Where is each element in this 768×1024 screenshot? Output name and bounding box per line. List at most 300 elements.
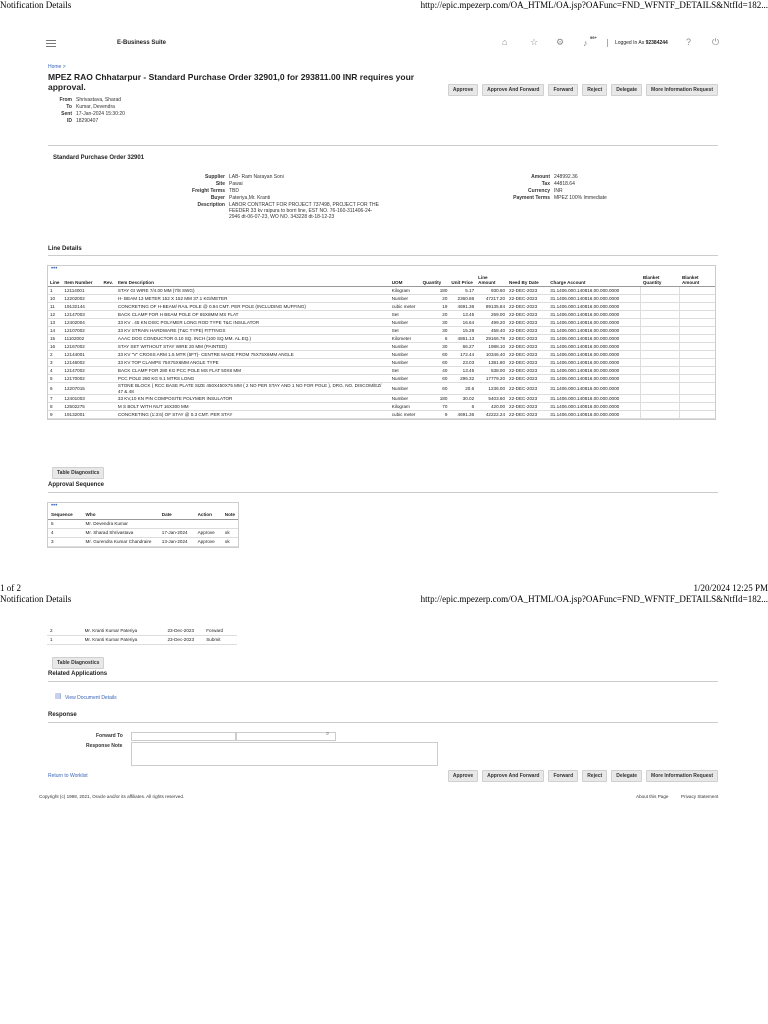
col-header[interactable]: Quantity: [421, 274, 450, 287]
table-row: [48, 410, 715, 418]
item-description: CONCRETING OF H-BEAM/ RAIL POLE @ 0.94 CMT. PER POLE (INCLUDING MUFFING): [116, 303, 390, 311]
table-row: [48, 303, 715, 311]
po-label: Buyer: [210, 195, 225, 201]
col-header[interactable]: Line Amount: [476, 274, 507, 287]
blanket-quantity: [641, 359, 680, 367]
line-amount: 47217.20: [476, 295, 507, 303]
item-description: STAY GI WIRE 7/4.00 MM (7/8 SWG): [116, 287, 390, 295]
col-header[interactable]: Item Description: [116, 274, 390, 287]
item-number: 12144001: [62, 351, 101, 359]
po-value: Pawai: [229, 181, 243, 187]
approver: Mr. Gurendra Kumar Chandraire: [83, 538, 159, 547]
unit-price: 4691.36: [449, 410, 476, 418]
date: 23-Dec-2023: [164, 627, 203, 636]
line-number: 3: [48, 359, 62, 367]
item-number: 19132001: [62, 410, 101, 418]
logged-in-user: 92384244: [645, 40, 668, 46]
reject-button[interactable]: Reject: [582, 770, 607, 782]
col-header[interactable]: Charge Account: [548, 274, 641, 287]
revision: [102, 402, 116, 410]
divider: [48, 145, 718, 146]
line-amount: 930.60: [476, 287, 507, 295]
action: Approve: [195, 529, 222, 538]
menu-icon[interactable]: [46, 40, 56, 49]
more-info-request-button[interactable]: More Information Request: [646, 770, 718, 782]
bell-icon[interactable]: ♪: [583, 38, 588, 48]
po-value: LAB- Ram Narayan Soni: [229, 174, 284, 180]
delegate-button[interactable]: Delegate: [611, 770, 642, 782]
privacy-statement-link[interactable]: Privacy Statement: [681, 794, 719, 799]
item-number: 12401003: [62, 394, 101, 402]
item-description: BACK CLAMP FOR H BEAM POLE OF 65X8MM MS FLAT: [116, 311, 390, 319]
uom: Kilogram: [390, 287, 421, 295]
uom: Number: [390, 351, 421, 359]
blanket-amount: [680, 303, 715, 311]
revision: [102, 287, 116, 295]
need-by-date: 22-DEC-2023: [507, 394, 548, 402]
revision: [102, 359, 116, 367]
charge-account: 31.1406.000.140816.00.000.0000: [548, 287, 641, 295]
line-number: 7: [48, 394, 62, 402]
po-value: MPEZ 100% Immediate: [554, 195, 607, 201]
po-label: Freight Terms: [192, 188, 225, 194]
print-footer-page: 1 of 2: [0, 583, 21, 593]
po-header: Standard Purchase Order 32901: [53, 155, 145, 161]
unit-price: 15.28: [449, 327, 476, 335]
revision: [102, 327, 116, 335]
revision: [102, 303, 116, 311]
blanket-quantity: [641, 351, 680, 359]
table-row: [48, 327, 715, 335]
line-amount: 420.00: [476, 402, 507, 410]
unit-price: 20.6: [449, 383, 476, 394]
po-details-left: [175, 174, 379, 220]
table-actions-icon[interactable]: •••: [51, 503, 58, 509]
charge-account: 31.1406.000.140816.00.000.0000: [548, 327, 641, 335]
uom: Number: [390, 343, 421, 351]
line-number: 8: [48, 402, 62, 410]
blanket-quantity: [641, 335, 680, 343]
revision: [102, 343, 116, 351]
view-document-details-link[interactable]: View Document Details: [65, 695, 117, 701]
action: Submit: [203, 636, 231, 645]
line-amount: 1236.00: [476, 383, 507, 394]
table-row: [48, 343, 715, 351]
revision: [102, 410, 116, 418]
item-number: 11102002: [62, 335, 101, 343]
charge-account: 31.1406.000.140816.00.000.0000: [548, 319, 641, 327]
line-amount: 1381.80: [476, 359, 507, 367]
blanket-amount: [680, 394, 715, 402]
breadcrumb[interactable]: Home >: [48, 64, 66, 70]
unit-price: 66.27: [449, 343, 476, 351]
item-number: 12147003: [62, 311, 101, 319]
forward-to-search-field[interactable]: [236, 732, 336, 741]
col-header[interactable]: Unit Price: [449, 274, 476, 287]
table-actions-icon[interactable]: •••: [51, 266, 58, 272]
table-row: [48, 394, 715, 402]
line-number: 5: [48, 375, 62, 383]
charge-account: 31.1406.000.140816.00.000.0000: [548, 359, 641, 367]
line-amount: 269.00: [476, 311, 507, 319]
forward-button[interactable]: Forward: [548, 84, 578, 96]
need-by-date: 22-DEC-2023: [507, 319, 548, 327]
sequence: 5: [48, 520, 83, 529]
about-page-link[interactable]: About this Page: [636, 794, 669, 799]
note: ok: [222, 529, 238, 538]
need-by-date: 22-DEC-2023: [507, 359, 548, 367]
col-header[interactable]: Item Number: [62, 274, 101, 287]
settings-icon[interactable]: ⚙: [556, 37, 565, 47]
charge-account: 31.1406.000.140816.00.000.0000: [548, 383, 641, 394]
blanket-amount: [680, 295, 715, 303]
uom: Set: [390, 311, 421, 319]
line-number: 15: [48, 335, 62, 343]
need-by-date: 22-DEC-2023: [507, 287, 548, 295]
quantity: 180: [421, 394, 450, 402]
revision: [102, 351, 116, 359]
item-number: 19132144: [62, 303, 101, 311]
unit-price: 30.02: [449, 394, 476, 402]
blanket-quantity: [641, 410, 680, 418]
blanket-quantity: [641, 295, 680, 303]
po-label: Site: [215, 181, 225, 187]
note: [231, 627, 237, 636]
approval-sequence-heading: Approval Sequence: [48, 482, 105, 488]
po-value: TBD: [229, 188, 239, 194]
blanket-amount: [680, 375, 715, 383]
line-number: 13: [48, 319, 62, 327]
uom: Number: [390, 375, 421, 383]
approve-and-forward-button[interactable]: Approve And Forward: [482, 770, 544, 782]
table-row: [48, 335, 715, 343]
charge-account: 31.1406.000.140816.00.000.0000: [548, 351, 641, 359]
item-number: 12170002: [62, 375, 101, 383]
blanket-amount: [680, 367, 715, 375]
revision: [102, 394, 116, 402]
table-row: [48, 351, 715, 359]
po-label: Description: [197, 202, 225, 208]
revision: [102, 367, 116, 375]
blanket-amount: [680, 359, 715, 367]
blanket-quantity: [641, 394, 680, 402]
blanket-quantity: [641, 327, 680, 335]
line-amount: 10346.40: [476, 351, 507, 359]
po-value: Pateriya,Mr. Kranti: [229, 195, 271, 201]
blanket-amount: [680, 343, 715, 351]
line-amount: 1988.10: [476, 343, 507, 351]
logout-icon[interactable]: ⏻: [712, 37, 720, 47]
note: ok: [222, 538, 238, 547]
unit-price: 296.32: [449, 375, 476, 383]
blanket-quantity: [641, 303, 680, 311]
need-by-date: 22-DEC-2023: [507, 375, 548, 383]
col-header[interactable]: Date: [159, 511, 195, 520]
blanket-quantity: [641, 287, 680, 295]
approve-button[interactable]: Approve: [448, 84, 478, 96]
unit-price: 4691.36: [449, 303, 476, 311]
item-description: AAAC DOG CONDUCTOR 0.10 SQ. INCH (100 SQ.MM. AL.EQ.): [116, 335, 390, 343]
col-header[interactable]: UOM: [390, 274, 421, 287]
need-by-date: 22-DEC-2023: [507, 367, 548, 375]
line-details-table: [47, 265, 716, 420]
response-note-label: Response Note: [86, 743, 123, 749]
item-description: 33 KV "V" CROSS ARM 1.5 MTR (5FT)- CENTRE MADE FROM 75X75X6MM ANGLE: [116, 351, 390, 359]
table-diagnostics-button[interactable]: Table Diagnostics: [52, 467, 104, 479]
unit-price: 6: [449, 402, 476, 410]
print-header-left: Notification Details: [0, 594, 72, 604]
search-icon[interactable]: ⌕: [326, 731, 330, 737]
table-row: [48, 520, 238, 529]
quantity: 60: [421, 351, 450, 359]
need-by-date: 22-DEC-2023: [507, 295, 548, 303]
forward-to-label: Forward To: [96, 733, 123, 739]
meta-value: Kumar, Devendra: [76, 104, 115, 110]
action: Approve: [195, 538, 222, 547]
line-number: 12: [48, 311, 62, 319]
uom: Number: [390, 295, 421, 303]
col-header[interactable]: Line: [48, 274, 62, 287]
item-description: STAY SET WITHOUT STAY WIRE 20 MM (PAINTED): [116, 343, 390, 351]
quantity: 60: [421, 375, 450, 383]
blanket-amount: [680, 327, 715, 335]
uom: Number: [390, 359, 421, 367]
blanket-amount: [680, 383, 715, 394]
charge-account: 31.1406.000.140816.00.000.0000: [548, 410, 641, 418]
line-amount: 458.40: [476, 327, 507, 335]
po-value: 248992.36: [554, 174, 578, 180]
table-row: [48, 287, 715, 295]
quantity: 30: [421, 319, 450, 327]
quantity: 40: [421, 367, 450, 375]
uom: Number: [390, 319, 421, 327]
item-number: 12167002: [62, 343, 101, 351]
line-number: 1: [48, 287, 62, 295]
revision: [102, 319, 116, 327]
approve-and-forward-button[interactable]: Approve And Forward: [482, 84, 544, 96]
charge-account: 31.1406.000.140816.00.000.0000: [548, 295, 641, 303]
item-description: STONE BLOCK ( RCC BASE PLATE SIZE 450X450X75 MM ( 2 NO PER STAY AND 1 NO FOR POLE ), DRG. NO. DISCOM/EZ/ 47 & 48: [116, 383, 390, 394]
revision: [102, 383, 116, 394]
uom: Set: [390, 327, 421, 335]
table-row: [48, 367, 715, 375]
po-label: Tax: [541, 181, 550, 187]
table-row: [48, 359, 715, 367]
quantity: 180: [421, 287, 450, 295]
notification-badge: 99+: [590, 35, 597, 40]
po-value: 44818.64: [554, 181, 575, 187]
sequence: 4: [48, 529, 83, 538]
document-icon: ▤: [55, 693, 62, 700]
charge-account: 31.1406.000.140816.00.000.0000: [548, 311, 641, 319]
col-header[interactable]: Action: [195, 511, 222, 520]
print-header-left: Notification Details: [0, 0, 72, 10]
uom: Kilogram: [390, 402, 421, 410]
notification-meta: [48, 97, 125, 125]
col-header[interactable]: Sequence: [48, 511, 83, 520]
action-buttons-bottom: [448, 770, 718, 782]
approve-button[interactable]: Approve: [448, 770, 478, 782]
table-row: [48, 529, 238, 538]
charge-account: 31.1406.000.140816.00.000.0000: [548, 335, 641, 343]
item-description: 33 KV TOP CLAMPS 75X75X6MM ANGLE TYPE: [116, 359, 390, 367]
line-details-heading: Line Details: [48, 246, 82, 252]
quantity: 70: [421, 402, 450, 410]
revision: [102, 375, 116, 383]
table-row: [48, 319, 715, 327]
item-number: 12502275: [62, 402, 101, 410]
col-header[interactable]: Need By Date: [507, 274, 548, 287]
date: 23-Dec-2023: [164, 636, 203, 645]
item-description: BACK CLAMP FOR 280 KG PCC POLE MS FLAT 50X8 MM: [116, 367, 390, 375]
quantity: 60: [421, 383, 450, 394]
logged-in-as: [615, 40, 668, 46]
po-label: Amount: [531, 174, 550, 180]
col-header[interactable]: Blanket Amount: [680, 274, 715, 287]
quantity: 9: [421, 410, 450, 418]
need-by-date: 22-DEC-2023: [507, 343, 548, 351]
unit-price: 2360.86: [449, 295, 476, 303]
sequence: 1: [47, 636, 82, 645]
col-header[interactable]: Blanket Quantity: [641, 274, 680, 287]
line-amount: 89135.84: [476, 303, 507, 311]
delegate-button[interactable]: Delegate: [611, 84, 642, 96]
line-number: 11: [48, 303, 62, 311]
table-row: [48, 402, 715, 410]
page-title: MPEZ RAO Chhatarpur - Standard Purchase Order 32901,0 for 293811.00 INR requires your approval.: [48, 72, 415, 92]
blanket-amount: [680, 311, 715, 319]
item-number: 12402004: [62, 319, 101, 327]
copyright: Copyright (c) 1998, 2021, Oracle and/or its affiliates. All rights reserved.: [39, 794, 185, 799]
blanket-quantity: [641, 311, 680, 319]
line-amount: 499.20: [476, 319, 507, 327]
uom: Number: [390, 394, 421, 402]
need-by-date: 22-DEC-2023: [507, 402, 548, 410]
unit-price: 16.64: [449, 319, 476, 327]
approver: Mr. Devendra Kumar: [83, 520, 159, 529]
help-icon[interactable]: ?: [686, 37, 692, 47]
po-label: Payment Terms: [513, 195, 550, 201]
line-number: 2: [48, 351, 62, 359]
quantity: 6: [421, 335, 450, 343]
note: [231, 636, 237, 645]
need-by-date: 22-DEC-2023: [507, 311, 548, 319]
line-number: 9: [48, 410, 62, 418]
revision: [102, 295, 116, 303]
item-description: 33 KV STRAIN HARDWARE (T&C TYPE) FITTINGS: [116, 327, 390, 335]
item-description: 33 KV,10 KN PIN COMPOSITE POLYMER INSULATOR: [116, 394, 390, 402]
blanket-quantity: [641, 402, 680, 410]
approval-sequence-table: [47, 502, 239, 548]
charge-account: 31.1406.000.140816.00.000.0000: [548, 367, 641, 375]
uom: Set: [390, 367, 421, 375]
line-number: 10: [48, 295, 62, 303]
table-row: [48, 295, 715, 303]
item-number: 12207015: [62, 383, 101, 394]
divider: [48, 722, 718, 723]
brand-title: E-Business Suite: [117, 40, 167, 46]
approval-sequence-table-continued: [47, 627, 237, 645]
return-to-worklist-link[interactable]: Return to Worklist: [48, 773, 88, 779]
po-label: Supplier: [204, 174, 225, 180]
more-info-request-button[interactable]: More Information Request: [646, 84, 718, 96]
date: 17-Jan-2024: [159, 529, 195, 538]
meta-value: 17-Jan-2024 15:30:20: [76, 111, 125, 117]
item-description: 33 KV . 45 KN DISC POLYMER LONG ROD TYPE T&C INSULATOR: [116, 319, 390, 327]
blanket-quantity: [641, 343, 680, 351]
table-row: [48, 375, 715, 383]
revision: [102, 335, 116, 343]
uom: cubic meter: [390, 410, 421, 418]
uom: Kilometer: [390, 335, 421, 343]
col-header[interactable]: Who: [83, 511, 159, 520]
line-number: 14: [48, 327, 62, 335]
divider: [48, 681, 718, 682]
blanket-amount: [680, 402, 715, 410]
uom: cubic meter: [390, 303, 421, 311]
item-number: 12202002: [62, 295, 101, 303]
sequence: 2: [47, 627, 82, 636]
quantity: 30: [421, 343, 450, 351]
line-amount: 29166.78: [476, 335, 507, 343]
item-description: M S BOLT WITH NUT 16X300 MM: [116, 402, 390, 410]
quantity: 20: [421, 295, 450, 303]
home-icon[interactable]: ⌂: [502, 37, 508, 47]
need-by-date: 22-DEC-2023: [507, 383, 548, 394]
print-header-url: http://epic.mpezerp.com/OA_HTML/OA.jsp?OAFunc=FND_WFNTF_DETAILS&NtfId=182...: [420, 0, 768, 10]
reject-button[interactable]: Reject: [582, 84, 607, 96]
item-number: 12107002: [62, 327, 101, 335]
col-header[interactable]: Note: [222, 511, 238, 520]
unit-price: 13.45: [449, 367, 476, 375]
unit-price: 23.03: [449, 359, 476, 367]
item-number: 12114001: [62, 287, 101, 295]
date: 13-Jan-2024: [159, 538, 195, 547]
line-number: 6: [48, 383, 62, 394]
item-number: 12146002: [62, 359, 101, 367]
blanket-quantity: [641, 383, 680, 394]
item-description: CONCRETING (1:3:6) OF STAY @ 0.3 CMT. PER STAY: [116, 410, 390, 418]
po-label: Currency: [528, 188, 550, 194]
charge-account: 31.1406.000.140816.00.000.0000: [548, 303, 641, 311]
meta-label: ID: [67, 118, 72, 124]
note: [222, 520, 238, 529]
favorites-icon[interactable]: ☆: [530, 37, 539, 47]
charge-account: 31.1406.000.140816.00.000.0000: [548, 343, 641, 351]
po-description: LABOR CONTRACT FOR PROJECT 737498, PROJECT FOR THE FEEDER 33 kv raipura to borri line, EST NO. 76-160-311406-24-2946 dt-06-07-23, WO NO. 343228 dt-18-12-23: [229, 202, 379, 220]
need-by-date: 22-DEC-2023: [507, 335, 548, 343]
table-row: [48, 383, 715, 394]
item-number: 12147002: [62, 367, 101, 375]
col-header[interactable]: Rev.: [102, 274, 116, 287]
logged-in-prefix: Logged In As: [615, 40, 645, 46]
blanket-amount: [680, 287, 715, 295]
charge-account: 31.1406.000.140816.00.000.0000: [548, 375, 641, 383]
forward-to-select[interactable]: [131, 732, 236, 741]
unit-price: 13.45: [449, 311, 476, 319]
header-divider: [607, 39, 608, 47]
table-diagnostics-button[interactable]: Table Diagnostics: [52, 657, 104, 669]
sequence: 3: [48, 538, 83, 547]
need-by-date: 22-DEC-2023: [507, 303, 548, 311]
quantity: 19: [421, 303, 450, 311]
need-by-date: 22-DEC-2023: [507, 351, 548, 359]
need-by-date: 22-DEC-2023: [507, 327, 548, 335]
response-note-textarea[interactable]: [131, 742, 438, 766]
forward-button[interactable]: Forward: [548, 770, 578, 782]
blanket-quantity: [641, 375, 680, 383]
meta-label: From: [59, 97, 72, 103]
